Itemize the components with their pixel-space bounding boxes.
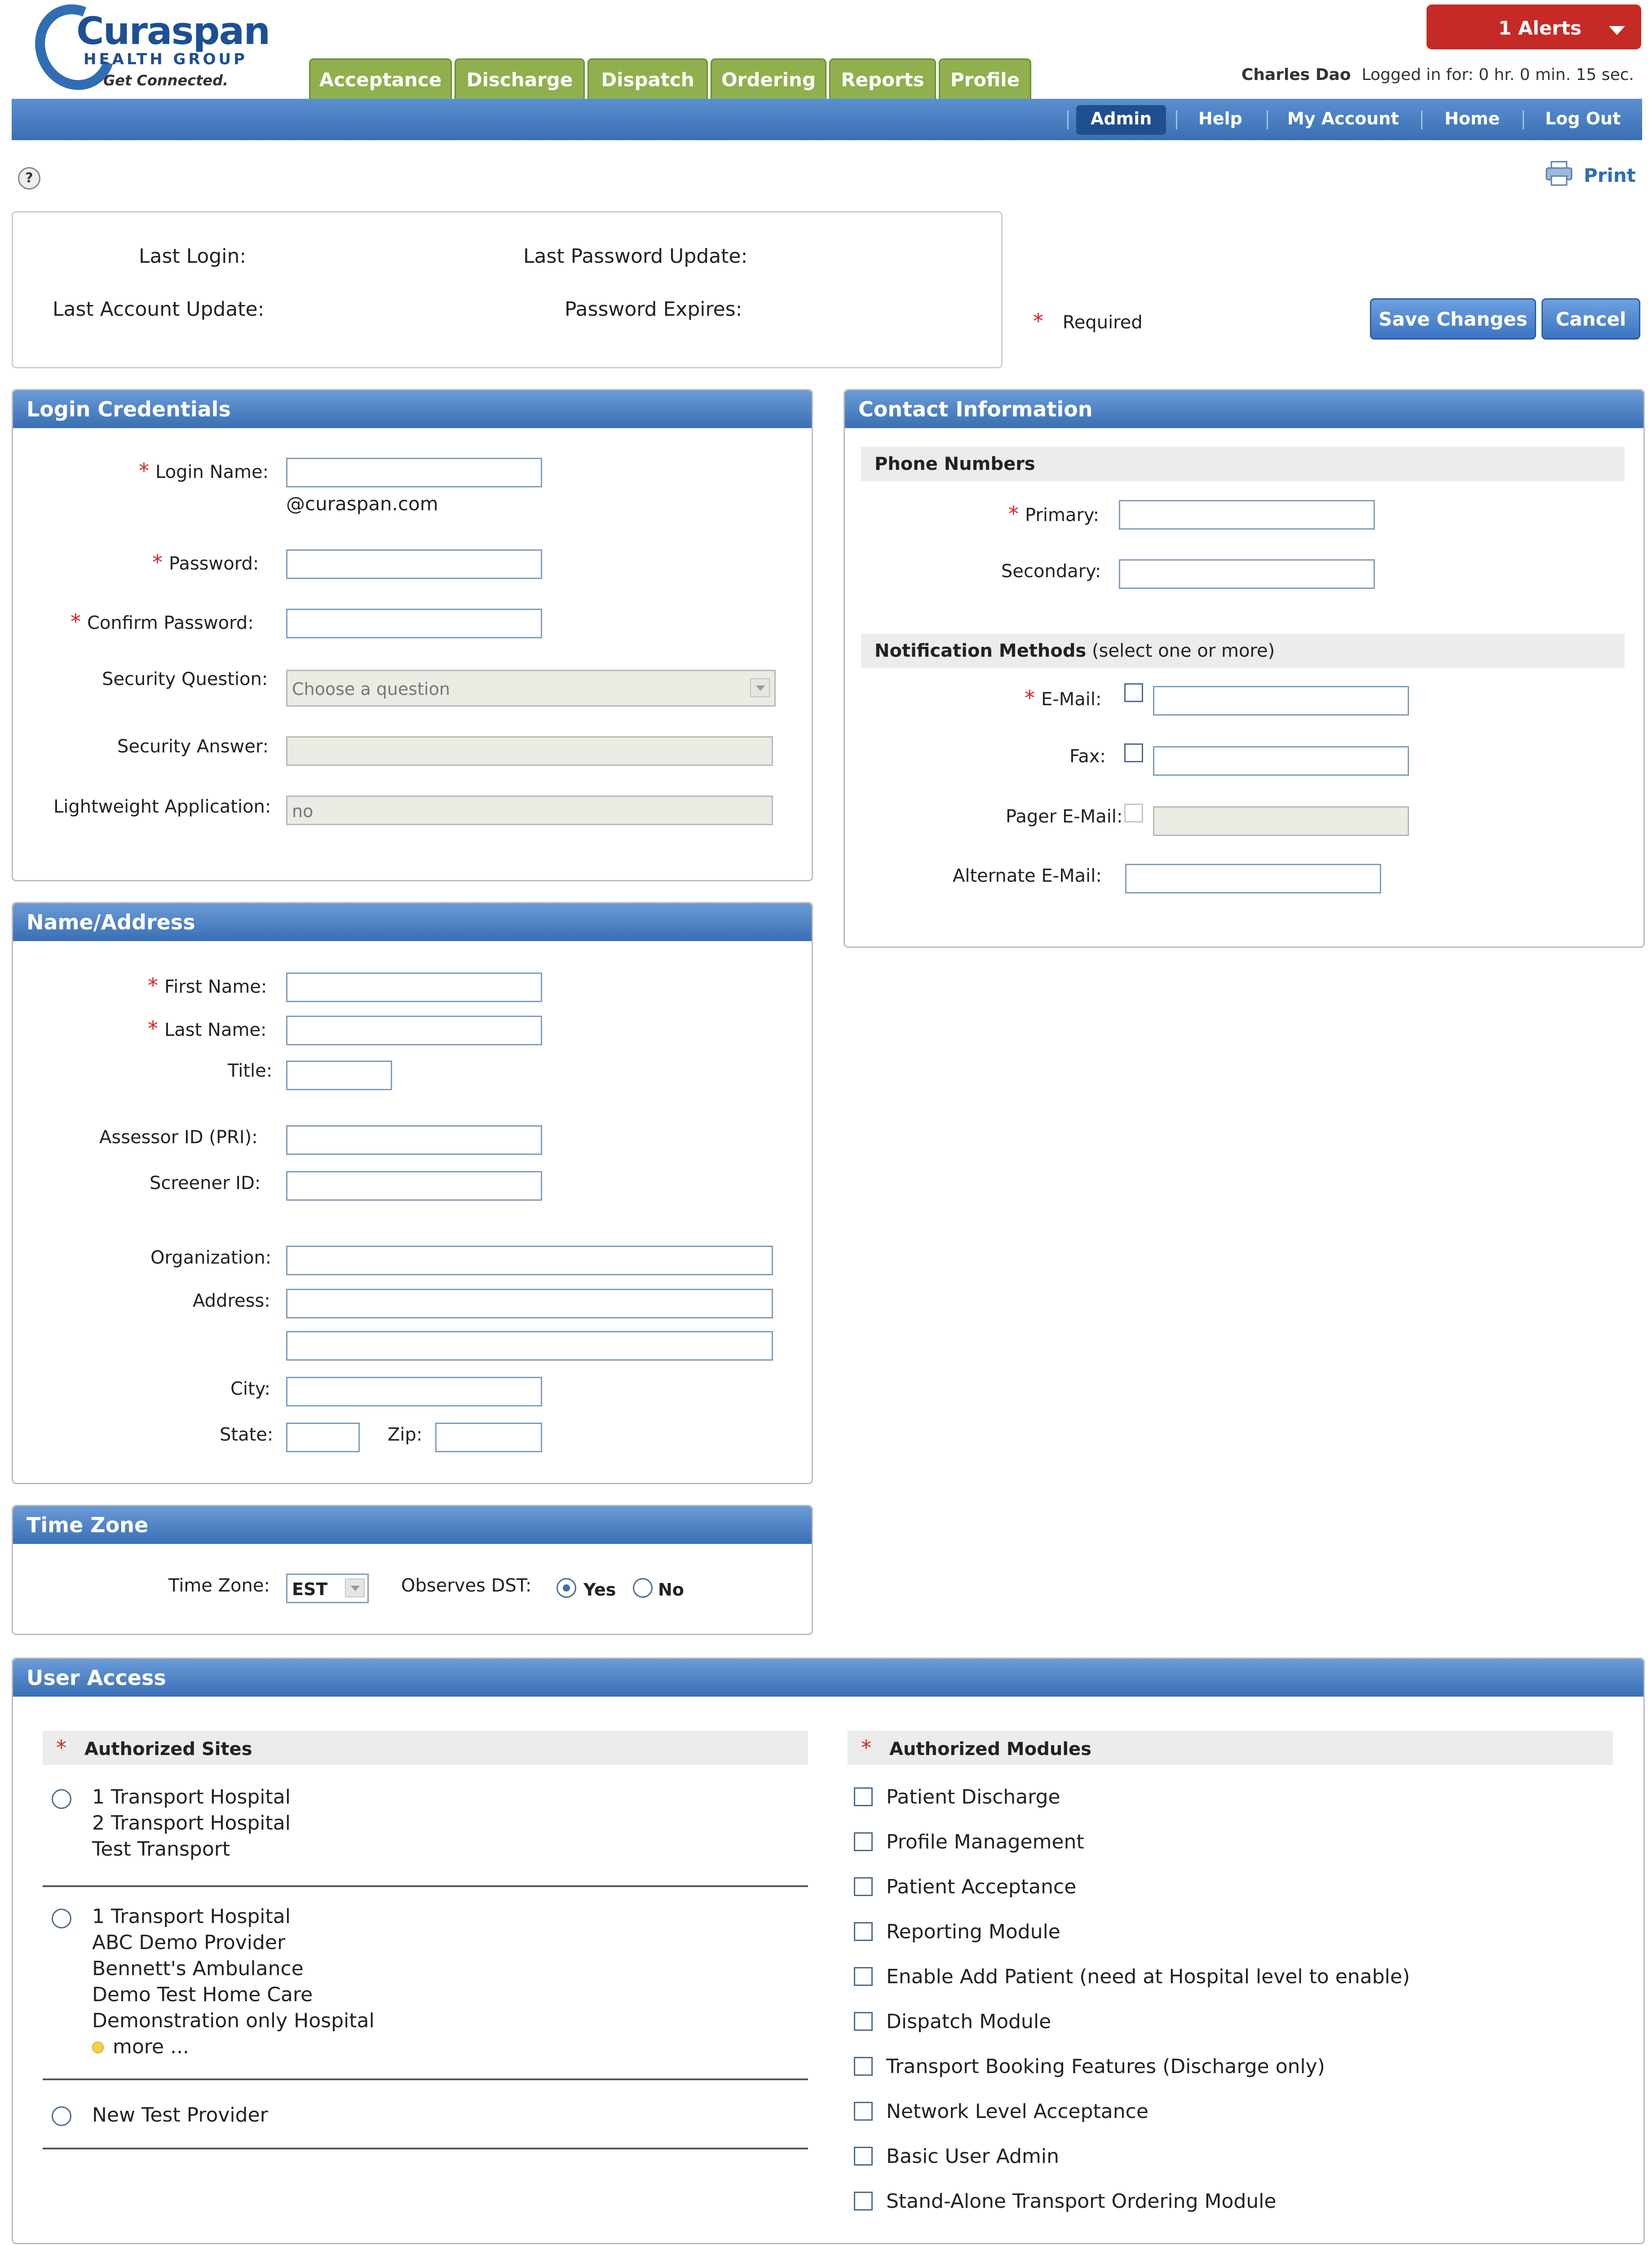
alternate-email-input[interactable]: [1125, 864, 1381, 893]
required-star: *: [71, 610, 81, 634]
logo-subtitle: HEALTH GROUP: [84, 50, 248, 68]
fax-checkbox[interactable]: [1124, 743, 1143, 762]
user-session-info: [1241, 66, 1634, 84]
time-zone-select[interactable]: [286, 1574, 369, 1603]
contact-information-title: Contact Information: [845, 390, 1643, 428]
module-label: Patient Discharge: [886, 1786, 1060, 1808]
security-answer-label: Security Answer:: [117, 736, 269, 757]
site-group-divider: [43, 2148, 808, 2149]
state-label: State:: [220, 1424, 274, 1445]
required-star: *: [148, 1017, 158, 1041]
tab-reports[interactable]: Reports: [829, 58, 936, 99]
chevron-down-icon: [1609, 26, 1625, 35]
fax-input[interactable]: [1153, 746, 1409, 776]
state-input[interactable]: [286, 1423, 360, 1452]
chevron-down-icon: [345, 1578, 365, 1597]
save-changes-button-top[interactable]: Save Changes: [1370, 298, 1536, 340]
module-checkbox-stand-alone-transport[interactable]: [854, 2192, 873, 2211]
notification-methods-subheader: Notification Methods (select one or more): [861, 634, 1625, 668]
nav-separator: [1067, 111, 1069, 129]
pager-email-label: Pager E-Mail:: [1006, 806, 1123, 827]
site-group-2-radio[interactable]: [52, 1909, 71, 1928]
login-credentials-panel: [12, 389, 813, 881]
address-line1-input[interactable]: [286, 1289, 773, 1318]
nav-admin[interactable]: Admin: [1091, 109, 1152, 128]
site-group-1-item: 2 Transport Hospital: [92, 1812, 291, 1835]
nav-help[interactable]: Help: [1198, 109, 1242, 128]
required-legend: [1033, 309, 1143, 333]
password-input[interactable]: [286, 549, 542, 579]
nav-my-account[interactable]: My Account: [1287, 109, 1399, 128]
nav-separator: [1421, 111, 1422, 129]
module-checkbox-enable-add-patient[interactable]: [854, 1967, 873, 1986]
logo-tagline: Get Connected.: [103, 72, 229, 89]
last-account-update-label: Last Account Update:: [53, 298, 265, 321]
login-credentials-title: Login Credentials: [13, 390, 812, 428]
module-checkbox-reporting-module[interactable]: [854, 1922, 873, 1941]
module-label: Profile Management: [886, 1830, 1084, 1853]
user-name: Charles Dao: [1241, 66, 1351, 84]
login-domain-suffix: @curaspan.com: [286, 493, 438, 515]
module-checkbox-profile-management[interactable]: [854, 1832, 873, 1851]
security-question-placeholder: Choose a question: [292, 679, 450, 699]
alerts-button[interactable]: [1427, 4, 1641, 49]
dst-yes-label: Yes: [583, 1580, 616, 1600]
time-zone-value: EST: [292, 1579, 328, 1599]
security-question-select[interactable]: [286, 670, 776, 707]
site-group-2-item: Bennett's Ambulance: [92, 1957, 304, 1980]
module-checkbox-patient-acceptance[interactable]: [854, 1877, 873, 1896]
account-info-box: [12, 211, 1003, 368]
contact-information-panel: [844, 389, 1645, 948]
required-star: *: [1025, 686, 1035, 710]
required-star: *: [56, 1736, 66, 1760]
module-label: Transport Booking Features (Discharge only): [886, 2055, 1325, 2078]
security-answer-input[interactable]: [286, 736, 773, 766]
tab-ordering[interactable]: Ordering: [711, 58, 826, 99]
alternate-email-label: Alternate E-Mail:: [953, 866, 1102, 886]
authorized-modules-subheader: * Authorized Modules: [848, 1731, 1613, 1765]
first-name-label: * First Name:: [148, 973, 267, 998]
dst-no-label: No: [658, 1580, 684, 1600]
assessor-id-input[interactable]: [286, 1125, 542, 1155]
cancel-button-top[interactable]: Cancel: [1542, 298, 1640, 340]
time-zone-title: Time Zone: [13, 1506, 812, 1544]
session-timer: Logged in for: 0 hr. 0 min. 15 sec.: [1361, 66, 1634, 84]
module-checkbox-dispatch-module[interactable]: [854, 2012, 873, 2031]
module-label: Dispatch Module: [886, 2010, 1051, 2033]
nav-separator: [1176, 111, 1177, 129]
module-label: Stand-Alone Transport Ordering Module: [886, 2190, 1277, 2213]
address-label: Address:: [193, 1291, 270, 1311]
lightweight-application-value: no: [292, 801, 314, 821]
site-group-divider: [43, 2078, 808, 2080]
user-access-panel: [12, 1658, 1645, 2244]
chevron-down-icon: [750, 678, 770, 697]
primary-phone-input[interactable]: [1119, 500, 1375, 530]
title-input[interactable]: [286, 1061, 392, 1090]
site-group-3-radio[interactable]: [52, 2106, 71, 2126]
module-label: Enable Add Patient (need at Hospital level to enable): [886, 1965, 1410, 1988]
nav-log-out[interactable]: Log Out: [1545, 109, 1621, 128]
required-star: *: [861, 1736, 871, 1760]
nav-home[interactable]: Home: [1444, 109, 1500, 128]
logo-name: Curaspan: [76, 9, 270, 53]
name-address-title: Name/Address: [13, 903, 812, 941]
zip-label: Zip:: [388, 1424, 423, 1445]
required-star: *: [139, 459, 149, 483]
address-line2-input[interactable]: [286, 1331, 773, 1361]
login-name-input[interactable]: [286, 458, 542, 487]
email-checkbox[interactable]: [1124, 683, 1143, 702]
print-label: Print: [1584, 164, 1636, 186]
site-group-2-item: Demo Test Home Care: [92, 1983, 313, 2006]
organization-input[interactable]: [286, 1246, 773, 1275]
module-checkbox-basic-user-admin[interactable]: [854, 2147, 873, 2166]
time-zone-panel: [12, 1505, 813, 1635]
last-name-input[interactable]: [286, 1016, 542, 1045]
email-label: * E-Mail:: [1025, 686, 1102, 710]
security-question-label: Security Question:: [102, 669, 268, 690]
phone-numbers-subheader: Phone Numbers: [861, 447, 1625, 481]
secondary-phone-input[interactable]: [1119, 559, 1375, 589]
password-expires-label: Password Expires:: [565, 298, 742, 321]
nav-separator: [1523, 111, 1524, 129]
alerts-label: 1 Alerts: [1498, 17, 1582, 39]
zip-input[interactable]: [435, 1423, 542, 1452]
site-group-2-item: ABC Demo Provider: [92, 1931, 286, 1954]
required-label: Required: [1062, 312, 1143, 333]
site-group-1-radio[interactable]: [52, 1789, 71, 1809]
module-label: Network Level Acceptance: [886, 2100, 1148, 2123]
first-name-input[interactable]: [286, 973, 542, 1002]
name-address-panel: [12, 902, 813, 1484]
observes-dst-label: Observes DST:: [401, 1575, 532, 1596]
title-label: Title:: [228, 1061, 273, 1081]
required-star: *: [152, 550, 163, 575]
confirm-password-input[interactable]: [286, 609, 542, 638]
printer-icon: [1545, 161, 1573, 186]
module-checkbox-transport-booking[interactable]: [854, 2057, 873, 2076]
user-access-title: User Access: [13, 1659, 1643, 1697]
primary-phone-label: * Primary:: [1008, 502, 1100, 526]
tab-profile[interactable]: Profile: [939, 58, 1031, 99]
site-group-2-item: 1 Transport Hospital: [92, 1905, 291, 1928]
required-star: *: [1033, 309, 1043, 333]
last-password-update-label: Last Password Update:: [523, 245, 748, 268]
tab-dispatch[interactable]: Dispatch: [587, 58, 708, 99]
dst-yes-radio[interactable]: [557, 1578, 576, 1598]
authorized-sites-subheader: * Authorized Sites: [43, 1731, 808, 1765]
password-label: * Password:: [152, 550, 259, 575]
site-group-3-item: New Test Provider: [92, 2104, 268, 2127]
module-checkbox-network-level-acceptance[interactable]: [854, 2102, 873, 2121]
last-name-label: * Last Name:: [148, 1017, 267, 1041]
time-zone-label: Time Zone:: [168, 1575, 270, 1596]
last-login-label: Last Login:: [139, 245, 247, 268]
module-label: Reporting Module: [886, 1920, 1060, 1943]
module-label: Basic User Admin: [886, 2145, 1059, 2168]
dst-no-radio[interactable]: [633, 1578, 653, 1598]
organization-label: Organization:: [150, 1247, 272, 1268]
city-input[interactable]: [286, 1377, 542, 1406]
fax-label: Fax:: [1069, 746, 1106, 767]
site-group-1-item: 1 Transport Hospital: [92, 1786, 291, 1808]
site-group-1-item: Test Transport: [92, 1838, 230, 1861]
site-group-2-item: Demonstration only Hospital: [92, 2009, 375, 2032]
tab-discharge[interactable]: Discharge: [455, 58, 585, 99]
lightweight-application-input[interactable]: [286, 796, 773, 825]
more-bullet-icon: [92, 2042, 104, 2053]
tab-acceptance[interactable]: Acceptance: [309, 58, 452, 99]
required-star: *: [148, 973, 158, 998]
secondary-phone-label: Secondary:: [1001, 561, 1101, 582]
site-group-divider: [43, 1885, 808, 1887]
required-star: *: [1008, 502, 1019, 526]
module-checkbox-patient-discharge[interactable]: [854, 1787, 873, 1806]
screener-id-input[interactable]: [286, 1171, 542, 1201]
more-sites-link[interactable]: more ...: [113, 2035, 189, 2058]
city-label: City:: [230, 1379, 270, 1399]
nav-separator: [1267, 111, 1268, 129]
screener-id-label: Screener ID:: [150, 1173, 261, 1194]
pager-email-input[interactable]: [1153, 806, 1409, 836]
assessor-id-label: Assessor ID (PRI):: [99, 1127, 258, 1148]
lightweight-application-label: Lightweight Application:: [53, 796, 271, 817]
pager-email-checkbox[interactable]: [1124, 804, 1143, 822]
email-input[interactable]: [1153, 686, 1409, 716]
confirm-password-label: * Confirm Password:: [71, 610, 254, 634]
login-name-label: * Login Name:: [139, 459, 269, 483]
help-icon[interactable]: ?: [18, 167, 40, 190]
module-label: Patient Acceptance: [886, 1875, 1077, 1898]
